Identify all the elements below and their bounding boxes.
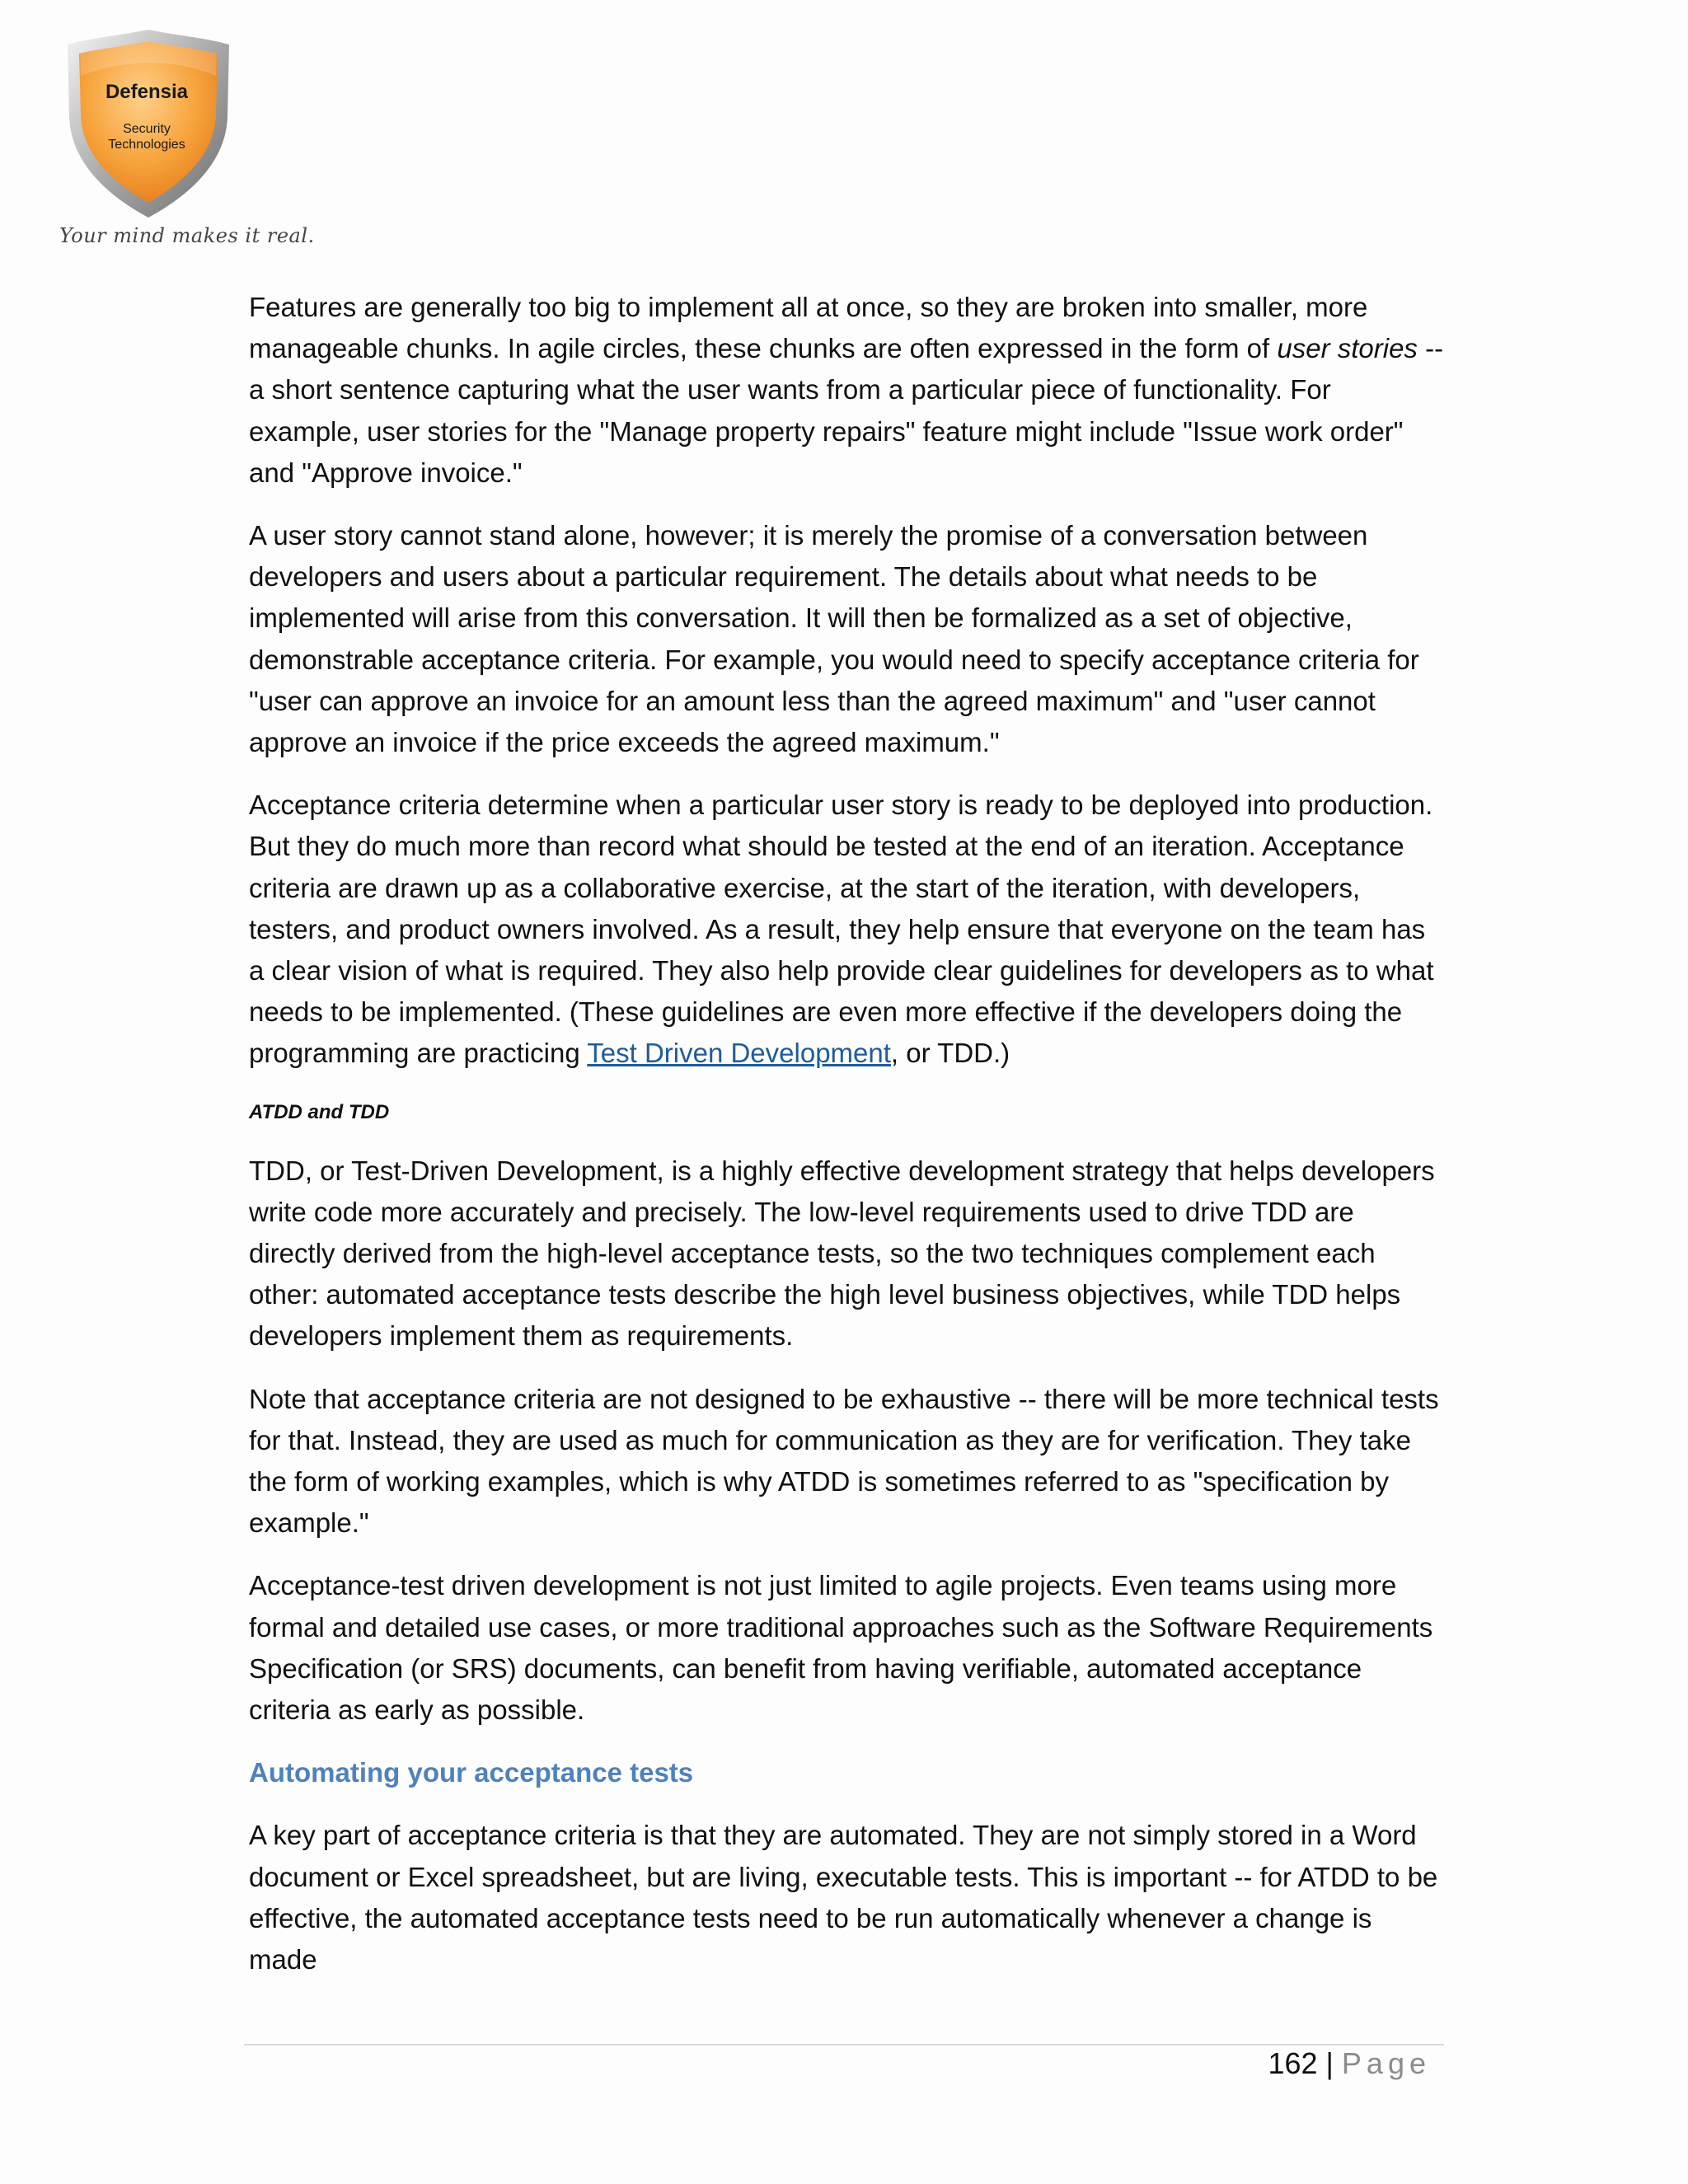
paragraph-text: -- a short sentence capturing what the user wants from a particular piece of functionality. For example, user stories for the "Manage property repairs" feature might include "Issue work order" and "Approve invoice." [249,333,1444,488]
paragraph-not-limited: Acceptance-test driven development is not just limited to agile projects. Even teams using more formal and detailed use cases, or more traditional approaches such as the Software Requirements Specification (or SRS) documents, can benefit from having verifiable, automated acceptance criteria as early as possible. [249,1570,1433,1726]
subheading-atdd-tdd: ATDD and TDD [249,1100,390,1123]
tdd-link[interactable]: Test Driven Development [587,1038,891,1069]
paragraph-text: Acceptance criteria determine when a particular user story is ready to be deployed into production. But they do much more than record what should be tested at the end of an iteration. Acceptance criteria are drawn up as a collaborative exercise, at the start of the iteration, with developers, testers, and product owners involved. As a result, they help ensure that everyone on the team has a clear vision of what is required. They also help provide clear guidelines for developers as to what needs to be implemented. (These guidelines are even more effective if the developers doing the programming are practicing [249,790,1434,1069]
section-heading: Automating your acceptance tests [249,1757,694,1788]
page-number: 162 [1268,2046,1318,2080]
italic-term: user stories [1277,333,1418,364]
paragraph-acceptance-criteria [249,785,1444,1074]
logo-subtitle-line2: Technologies [108,138,185,152]
footer-divider [244,2044,1444,2046]
company-logo [58,26,239,257]
logo-name: Defensia [105,81,189,103]
paragraph-conversation: A user story cannot stand alone, however; it is merely the promise of a conversation between developers and users about a particular requirement. The details about what needs to be implemented will arise from this conversation. It will then be formalized as a set of objective, demonstrable acceptance criteria. For example, you would need to specify acceptance criteria for "user can approve an invoice for an amount less than the agreed maximum" and "user cannot approve an invoice if the price exceeds the agreed maximum." [249,520,1419,758]
page-separator: | [1325,2046,1334,2080]
page-word: Page [1341,2046,1431,2080]
paragraph-not-exhaustive: Note that acceptance criteria are not designed to be exhaustive -- there will be more technical tests for that. Instead, they are used as much for communication as they are for verification. They take the form of working examples, which is why ATDD is sometimes referred to as "specification by example." [249,1383,1439,1539]
logo-subtitle-line1: Security [123,122,171,136]
paragraph-tdd: TDD, or Test-Driven Development, is a highly effective development strategy that helps developers write code more accurately and precisely. The low-level requirements used to drive TDD are directly derived from the high-level acceptance tests, so the two techniques complement each other: automated acceptance tests describe the high level business objectives, while TDD helps developers implement them as requirements. [249,1155,1435,1352]
page-number-footer [1268,2046,1431,2081]
logo-tagline: Your mind makes it real. [59,224,315,247]
paragraph-user-stories [249,287,1444,494]
paragraph-text: Features are generally too big to implement all at once, so they are broken into smaller, more manageable chunks. In agile circles, these chunks are often expressed in the form of [249,292,1368,364]
paragraph-automated: A key part of acceptance criteria is that they are automated. They are not simply stored in a Word document or Excel spreadsheet, but are living, executable tests. This is important -- for ATDD to be effective, the automated acceptance tests need to be run automatically whenever a change is made [249,1820,1438,1975]
page-body [249,287,1444,2002]
paragraph-text: , or TDD.) [890,1038,1010,1069]
shield-logo-icon [58,26,239,224]
